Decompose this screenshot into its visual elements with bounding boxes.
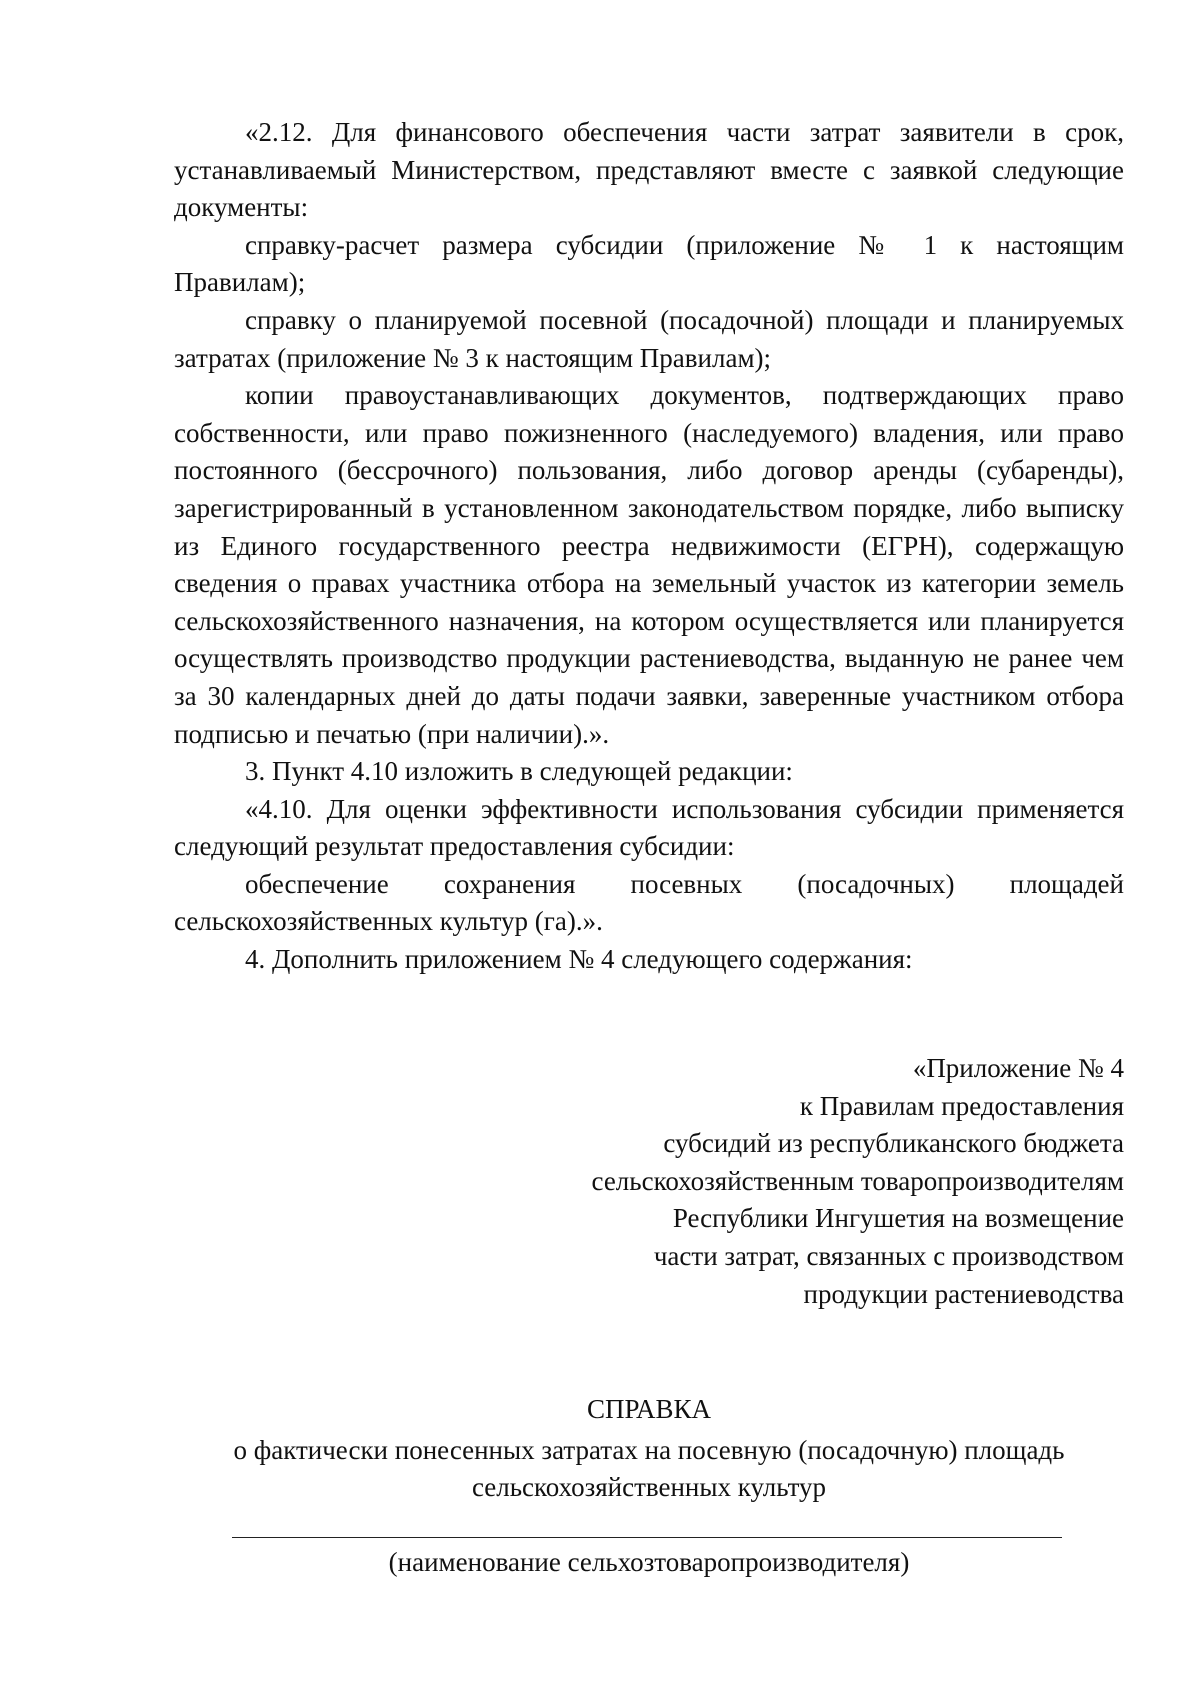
appendix-line: к Правилам предоставления: [799, 1090, 1124, 1121]
appendix-line: «Приложение № 4: [912, 1053, 1124, 1083]
appendix-line: сельскохозяйственным товаропроизводителям: [591, 1165, 1124, 1196]
appendix-line: продукции растениеводства: [803, 1278, 1124, 1309]
appendix-line: Республики Ингушетия на возмещение: [672, 1203, 1124, 1234]
paragraph-4-10: «4.10. Для оценки эффективности использования субсидии применяется следующий результат предоставления субсидии:: [174, 793, 1124, 862]
paragraph-result-preservation: обеспечение сохранения посевных (посадочных) площадей сельскохозяйственных культур (га).».: [174, 868, 1124, 937]
paragraph-item-4: 4. Дополнить приложением № 4 следующего содержания:: [245, 944, 913, 975]
paragraph-planned-area-certificate: справку о планируемой посевной (посадочной) площади и планируемых затратах (приложение № 3 к настоящим Правилам);: [174, 304, 1124, 373]
appendix-header: [424, 1050, 1124, 1313]
paragraph-2-12-intro: «2.12. Для финансового обеспечения части затрат заявители в срок, устанавливаемый Министерством, представляют вместе с заявкой следующие документы:: [174, 117, 1124, 223]
certificate-subtitle-line-2: сельскохозяйственных культур: [471, 1472, 827, 1503]
certificate-title: СПРАВКА: [586, 1394, 712, 1424]
producer-name-field-line: [232, 1537, 1062, 1538]
paragraph-calculation-certificate: справку-расчет размера субсидии (приложение № 1 к настоящим Правилам);: [174, 229, 1124, 298]
appendix-line: субсидий из республиканского бюджета: [663, 1128, 1124, 1159]
producer-name-field-caption: (наименование сельхозтоваропроизводителя): [388, 1547, 910, 1577]
appendix-line: части затрат, связанных с производством: [653, 1240, 1124, 1271]
certificate-subtitle-line-1: о фактически понесенных затратах на посевную (посадочную) площадь: [233, 1434, 1065, 1465]
paragraph-title-documents: копии правоустанавливающих документов, подтверждающих право собственности, или право пожизненного (наследуемого) владения, или право постоянного (бессрочного) пользования, либо договор аренды (субаренды), зарегистрированный в установленном законодательством порядке, либо выписку из Единого государственного реестра недвижимости (ЕГРН), содержащую сведения о правах участника отбора на земельный участок из категории земель сельскохозяйственного назначения, на котором осуществляется или планируется осуществлять производство продукции растениеводства, выданную не ранее чем за 30 календарных дней до даты подачи заявки, заверенные участником отбора подписью и печатью (при наличии).».: [174, 380, 1124, 749]
certificate-heading: [174, 1391, 1124, 1507]
document-body: [174, 114, 1124, 979]
paragraph-item-3: 3. Пункт 4.10 изложить в следующей редакции:: [245, 756, 793, 787]
